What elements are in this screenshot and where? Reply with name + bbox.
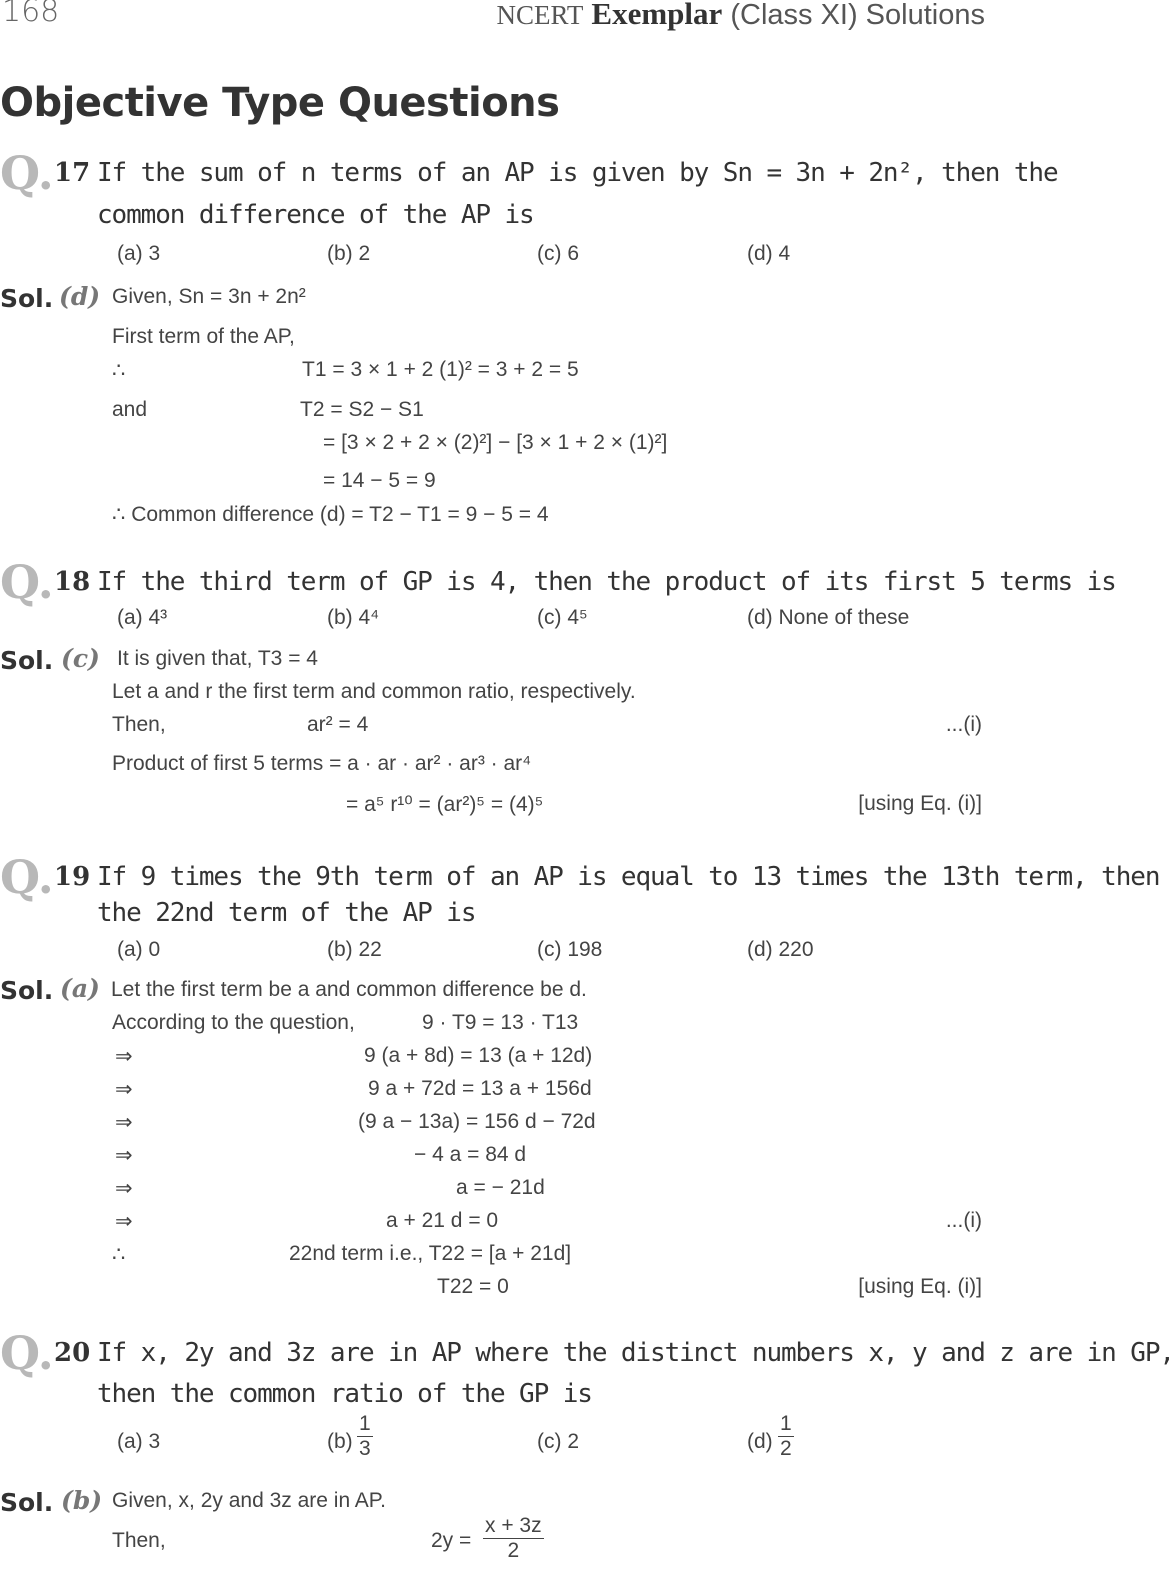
q18-line-product: Product of first 5 terms = a · ar · ar² · ar³ · ar⁴ [112, 752, 532, 775]
q20-text-line2: then the common ratio of the GP is [97, 1379, 592, 1409]
q19-sol-label: Sol. [0, 976, 54, 1005]
implies-symbol: ⇒ [115, 1111, 133, 1134]
q19-line-t22: T22 = 0 [437, 1275, 509, 1298]
q17-option-b: (b) 2 [327, 242, 371, 265]
q20-option-c: (c) 2 [537, 1430, 579, 1453]
q19-line-let: Let the first term be a and common difference be d. [111, 978, 587, 1001]
q17-line-t1: T1 = 3 × 1 + 2 (1)² = 3 + 2 = 5 [302, 358, 579, 381]
q19-step-4: − 4 a = 84 d [414, 1143, 527, 1166]
q19-option-b: (b) 22 [327, 938, 382, 961]
q19-step-6: a + 21 d = 0 [386, 1209, 499, 1232]
q17-line-common-diff: ∴ Common difference (d) = T2 − T1 = 9 − 5 = 4 [112, 503, 549, 526]
q20-fraction [483, 1514, 544, 1563]
implies-symbol: ⇒ [115, 1078, 133, 1101]
q20-option-d-fraction [778, 1412, 794, 1461]
q-text-line1: If x, 2y and 3z are in AP where the distinct numbers x, y and z are in GP, [97, 1338, 1174, 1368]
q19-step-5: a = − 21d [456, 1176, 545, 1199]
q-text-line1: If the third term of GP is 4, then the product of its first 5 terms is [97, 567, 1116, 597]
q-number: 18 [54, 567, 91, 597]
q18-using-eq: [using Eq. (i)] [858, 792, 982, 815]
q19-eq-ref: ...(i) [945, 1209, 982, 1232]
q17-answer: (d) [59, 282, 101, 311]
q18-option-b: (b) 4⁴ [327, 606, 380, 629]
question-18 [0, 555, 1116, 609]
q17-line-result: = 14 − 5 = 9 [323, 469, 436, 492]
fraction-denominator: 2 [507, 1539, 520, 1562]
q18-answer: (c) [61, 644, 100, 673]
q-mark: Q. [0, 555, 54, 609]
q20-option-d: (d) [747, 1430, 773, 1453]
q19-line-22nd: 22nd term i.e., T22 = [a + 21d] [289, 1242, 572, 1265]
running-header [496, 0, 985, 32]
q18-option-c: (c) 4⁵ [537, 606, 588, 629]
q19-step-2: 9 a + 72d = 13 a + 156d [368, 1077, 592, 1100]
q18-line-ar2: ar² = 4 [307, 713, 369, 736]
q17-sol-label: Sol. [0, 284, 54, 313]
q18-option-d: (d) None of these [747, 606, 910, 629]
q18-line-given: It is given that, T3 = 4 [117, 647, 318, 670]
q20-sol-label: Sol. [0, 1488, 54, 1517]
q19-option-a: (a) 0 [117, 938, 161, 961]
q-text-line1: If the sum of n terms of an AP is given by Sn = 3n + 2n², then the [97, 158, 1058, 188]
q18-eq-ref: ...(i) [945, 713, 982, 736]
therefore-symbol: ∴ [112, 1243, 126, 1266]
q-number: 20 [54, 1338, 91, 1368]
q20-option-b: (b) [327, 1430, 353, 1453]
q19-answer: (a) [60, 974, 100, 1003]
q20-option-a: (a) 3 [117, 1430, 161, 1453]
q18-option-a: (a) 4³ [117, 606, 168, 629]
q17-line-t2: T2 = S2 − S1 [300, 398, 424, 421]
q20-answer: (b) [61, 1486, 103, 1515]
q-number: 17 [54, 158, 91, 188]
q19-using-eq: [using Eq. (i)] [858, 1275, 982, 1298]
q20-line-given: Given, x, 2y and 3z are in AP. [112, 1489, 386, 1512]
question-20 [0, 1326, 1174, 1380]
implies-symbol: ⇒ [115, 1144, 133, 1167]
q19-step-1: 9 (a + 8d) = 13 (a + 12d) [364, 1044, 593, 1067]
page-number: 168 [2, 0, 60, 29]
question-17 [0, 146, 1058, 206]
q17-option-a: (a) 3 [117, 242, 161, 265]
q19-line-according: According to the question, [112, 1011, 355, 1034]
q18-line-let: Let a and r the first term and common ratio, respectively. [112, 680, 636, 703]
q19-step-3: (9 a − 13a) = 156 d − 72d [358, 1110, 596, 1133]
q19-line-9t9: 9 · T9 = 13 · T13 [422, 1011, 579, 1034]
q19-text-line2: the 22nd term of the AP is [97, 898, 476, 928]
question-19 [0, 850, 1160, 904]
q17-text-line2: common difference of the AP is [97, 200, 534, 230]
fraction-denominator: 2 [780, 1437, 792, 1460]
q18-line-result: = a⁵ r¹⁰ = (ar²)⁵ = (4)⁵ [346, 793, 544, 816]
section-title: Objective Type Questions [0, 80, 560, 126]
q17-option-c: (c) 6 [537, 242, 579, 265]
q19-option-c: (c) 198 [537, 938, 603, 961]
q18-line-then: Then, [112, 713, 166, 736]
q17-line-first-term: First term of the AP, [112, 325, 295, 348]
header-exemplar: Exemplar [591, 0, 723, 31]
q20-line-then: Then, [112, 1529, 166, 1552]
q18-sol-label: Sol. [0, 646, 54, 675]
q17-line-given: Given, Sn = 3n + 2n² [112, 285, 306, 308]
q17-line-and: and [112, 398, 148, 421]
fraction-denominator: 3 [359, 1437, 371, 1460]
implies-symbol: ⇒ [115, 1210, 133, 1233]
q20-option-b-fraction [357, 1412, 373, 1461]
q17-line-expand: = [3 × 2 + 2 × (2)²] − [3 × 1 + 2 × (1)²] [323, 431, 668, 454]
therefore-symbol: ∴ [112, 359, 126, 382]
header-ncert: NCERT [496, 0, 584, 30]
q19-option-d: (d) 220 [747, 938, 814, 961]
q-text-line1: If 9 times the 9th term of an AP is equal to 13 times the 13th term, then [97, 862, 1160, 892]
fraction-numerator: 1 [359, 1412, 371, 1435]
fraction-numerator: x + 3z [485, 1514, 542, 1537]
q-mark: Q. [0, 1326, 54, 1380]
implies-symbol: ⇒ [115, 1177, 133, 1200]
q-mark: Q. [0, 850, 54, 904]
header-rest: (Class XI) Solutions [730, 0, 985, 31]
implies-symbol: ⇒ [115, 1045, 133, 1068]
q-mark: Q. [0, 146, 54, 200]
fraction-numerator: 1 [780, 1412, 792, 1435]
q17-option-d: (d) 4 [747, 242, 791, 265]
q-number: 19 [54, 862, 91, 892]
q20-line-2y: 2y = [431, 1529, 472, 1552]
